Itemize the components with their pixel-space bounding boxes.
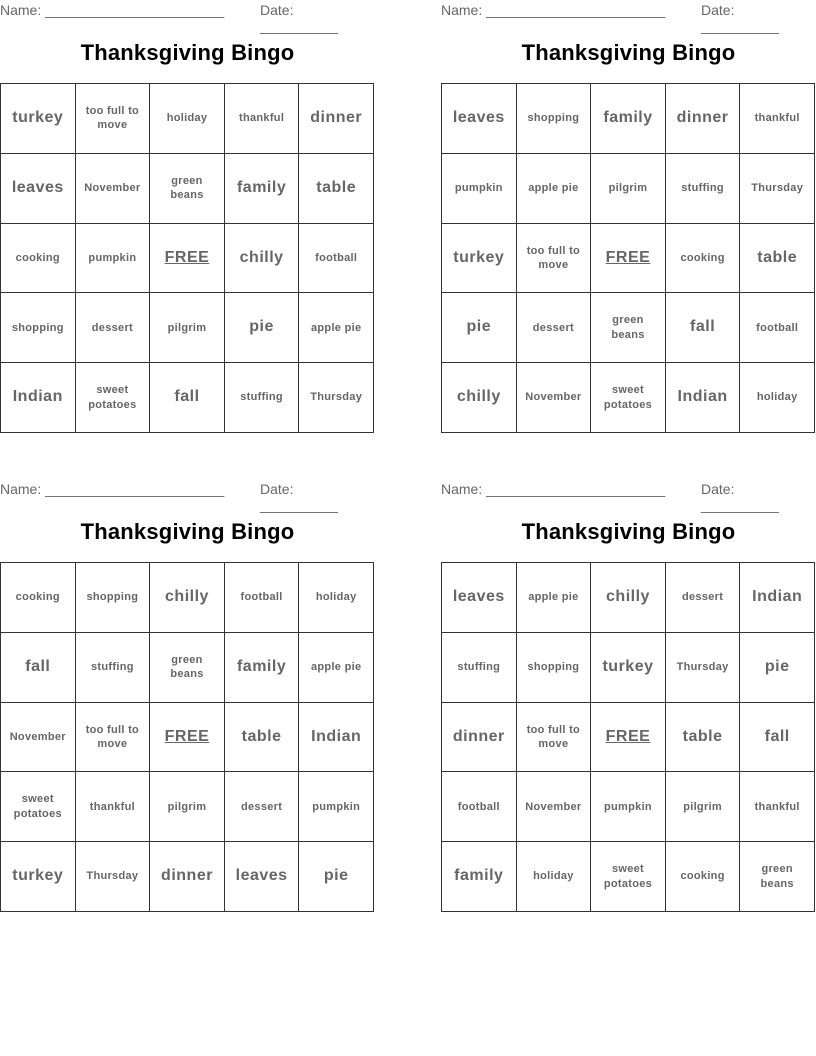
bingo-cell: turkey bbox=[1, 84, 76, 154]
bingo-cell: Thursday bbox=[666, 633, 741, 703]
bingo-card-1 bbox=[0, 0, 375, 435]
card-header bbox=[0, 479, 375, 513]
free-space-cell: FREE bbox=[150, 703, 225, 773]
bingo-cell: shopping bbox=[1, 293, 76, 363]
bingo-cell: cooking bbox=[666, 842, 741, 912]
name-field-label: Name: _______________________ bbox=[0, 2, 225, 18]
bingo-cell: shopping bbox=[76, 563, 151, 633]
bingo-cell: thankful bbox=[740, 84, 815, 154]
bingo-cell: shopping bbox=[517, 633, 592, 703]
bingo-cell: sweet potatoes bbox=[76, 363, 151, 433]
bingo-cell: pie bbox=[299, 842, 374, 912]
date-field-label: Date: __________ bbox=[701, 481, 779, 513]
bingo-cell: pumpkin bbox=[442, 154, 517, 224]
bingo-cell: stuffing bbox=[442, 633, 517, 703]
card-title: Thanksgiving Bingo bbox=[521, 519, 736, 544]
bingo-cell: pie bbox=[225, 293, 300, 363]
bingo-cell: too full to move bbox=[517, 703, 592, 773]
bingo-cell: stuffing bbox=[225, 363, 300, 433]
card-header bbox=[0, 0, 375, 34]
bingo-cell: fall bbox=[666, 293, 741, 363]
bingo-cell: apple pie bbox=[517, 154, 592, 224]
bingo-cell: dessert bbox=[666, 563, 741, 633]
bingo-cell: chilly bbox=[150, 563, 225, 633]
bingo-cell: sweet potatoes bbox=[591, 363, 666, 433]
date-field-label: Date: __________ bbox=[260, 2, 338, 34]
bingo-cell: fall bbox=[1, 633, 76, 703]
bingo-cell: Thursday bbox=[299, 363, 374, 433]
bingo-cell: Thursday bbox=[740, 154, 815, 224]
bingo-cell: cooking bbox=[666, 224, 741, 294]
bingo-cell: table bbox=[299, 154, 374, 224]
bingo-cell: holiday bbox=[299, 563, 374, 633]
bingo-cell: leaves bbox=[1, 154, 76, 224]
free-space-cell: FREE bbox=[591, 703, 666, 773]
bingo-cell: green beans bbox=[150, 154, 225, 224]
bingo-cell: dinner bbox=[442, 703, 517, 773]
card-title: Thanksgiving Bingo bbox=[80, 519, 295, 544]
bingo-cell: Indian bbox=[1, 363, 76, 433]
bingo-cell: pilgrim bbox=[150, 772, 225, 842]
bingo-grid bbox=[0, 562, 374, 912]
date-field-label: Date: __________ bbox=[701, 2, 779, 34]
bingo-cell: thankful bbox=[740, 772, 815, 842]
bingo-cell: apple pie bbox=[299, 293, 374, 363]
bingo-cell: too full to move bbox=[76, 703, 151, 773]
bingo-card-2 bbox=[441, 0, 816, 435]
bingo-cell: pilgrim bbox=[666, 772, 741, 842]
bingo-cell: apple pie bbox=[299, 633, 374, 703]
bingo-cell: green beans bbox=[150, 633, 225, 703]
bingo-cell: turkey bbox=[1, 842, 76, 912]
bingo-cell: football bbox=[740, 293, 815, 363]
card-header bbox=[441, 0, 816, 34]
bingo-cell: chilly bbox=[225, 224, 300, 294]
bingo-cell: chilly bbox=[442, 363, 517, 433]
bingo-cell: football bbox=[225, 563, 300, 633]
bingo-cell: dessert bbox=[517, 293, 592, 363]
bingo-cell: green beans bbox=[740, 842, 815, 912]
bingo-cell: shopping bbox=[517, 84, 592, 154]
bingo-cell: fall bbox=[150, 363, 225, 433]
bingo-cell: green beans bbox=[591, 293, 666, 363]
date-field-label: Date: __________ bbox=[260, 481, 338, 513]
bingo-cell: pie bbox=[740, 633, 815, 703]
bingo-cell: pumpkin bbox=[76, 224, 151, 294]
bingo-cell: leaves bbox=[442, 563, 517, 633]
bingo-cell: family bbox=[442, 842, 517, 912]
bingo-cell: dinner bbox=[666, 84, 741, 154]
bingo-grid bbox=[441, 562, 815, 912]
bingo-cell: leaves bbox=[225, 842, 300, 912]
bingo-cell: table bbox=[666, 703, 741, 773]
bingo-cell: cooking bbox=[1, 563, 76, 633]
bingo-cell: Thursday bbox=[76, 842, 151, 912]
bingo-cell: Indian bbox=[740, 563, 815, 633]
bingo-cell: dinner bbox=[299, 84, 374, 154]
bingo-cell: family bbox=[591, 84, 666, 154]
bingo-cell: fall bbox=[740, 703, 815, 773]
bingo-cell: stuffing bbox=[666, 154, 741, 224]
bingo-cell: November bbox=[517, 772, 592, 842]
card-title: Thanksgiving Bingo bbox=[521, 40, 736, 65]
bingo-cell: November bbox=[1, 703, 76, 773]
free-space-cell: FREE bbox=[591, 224, 666, 294]
bingo-cell: turkey bbox=[591, 633, 666, 703]
bingo-cell: dessert bbox=[76, 293, 151, 363]
bingo-card-3 bbox=[0, 479, 375, 914]
bingo-cell: family bbox=[225, 633, 300, 703]
bingo-cell: too full to move bbox=[517, 224, 592, 294]
bingo-cell: pumpkin bbox=[299, 772, 374, 842]
bingo-cell: Indian bbox=[666, 363, 741, 433]
bingo-cell: pie bbox=[442, 293, 517, 363]
bingo-cell: dessert bbox=[225, 772, 300, 842]
bingo-card-4 bbox=[441, 479, 816, 914]
bingo-cell: football bbox=[299, 224, 374, 294]
bingo-cell: holiday bbox=[740, 363, 815, 433]
bingo-cell: holiday bbox=[517, 842, 592, 912]
bingo-cell: sweet potatoes bbox=[591, 842, 666, 912]
bingo-cell: football bbox=[442, 772, 517, 842]
bingo-grid bbox=[441, 83, 815, 433]
bingo-cell: Indian bbox=[299, 703, 374, 773]
bingo-cell: pilgrim bbox=[591, 154, 666, 224]
bingo-cell: too full to move bbox=[76, 84, 151, 154]
bingo-cell: November bbox=[76, 154, 151, 224]
bingo-cell: leaves bbox=[442, 84, 517, 154]
name-field-label: Name: _______________________ bbox=[0, 481, 225, 497]
card-title: Thanksgiving Bingo bbox=[80, 40, 295, 65]
bingo-cell: chilly bbox=[591, 563, 666, 633]
card-header bbox=[441, 479, 816, 513]
bingo-cell: table bbox=[225, 703, 300, 773]
bingo-cell: pumpkin bbox=[591, 772, 666, 842]
bingo-cell: thankful bbox=[76, 772, 151, 842]
bingo-cell: holiday bbox=[150, 84, 225, 154]
name-field-label: Name: _______________________ bbox=[441, 481, 666, 497]
bingo-cell: table bbox=[740, 224, 815, 294]
bingo-cell: family bbox=[225, 154, 300, 224]
bingo-cell: November bbox=[517, 363, 592, 433]
bingo-grid bbox=[0, 83, 374, 433]
bingo-cell: turkey bbox=[442, 224, 517, 294]
bingo-cell: stuffing bbox=[76, 633, 151, 703]
bingo-cell: pilgrim bbox=[150, 293, 225, 363]
bingo-cell: thankful bbox=[225, 84, 300, 154]
bingo-cell: apple pie bbox=[517, 563, 592, 633]
free-space-cell: FREE bbox=[150, 224, 225, 294]
bingo-cell: dinner bbox=[150, 842, 225, 912]
bingo-cell: sweet potatoes bbox=[1, 772, 76, 842]
bingo-cell: cooking bbox=[1, 224, 76, 294]
name-field-label: Name: _______________________ bbox=[441, 2, 666, 18]
